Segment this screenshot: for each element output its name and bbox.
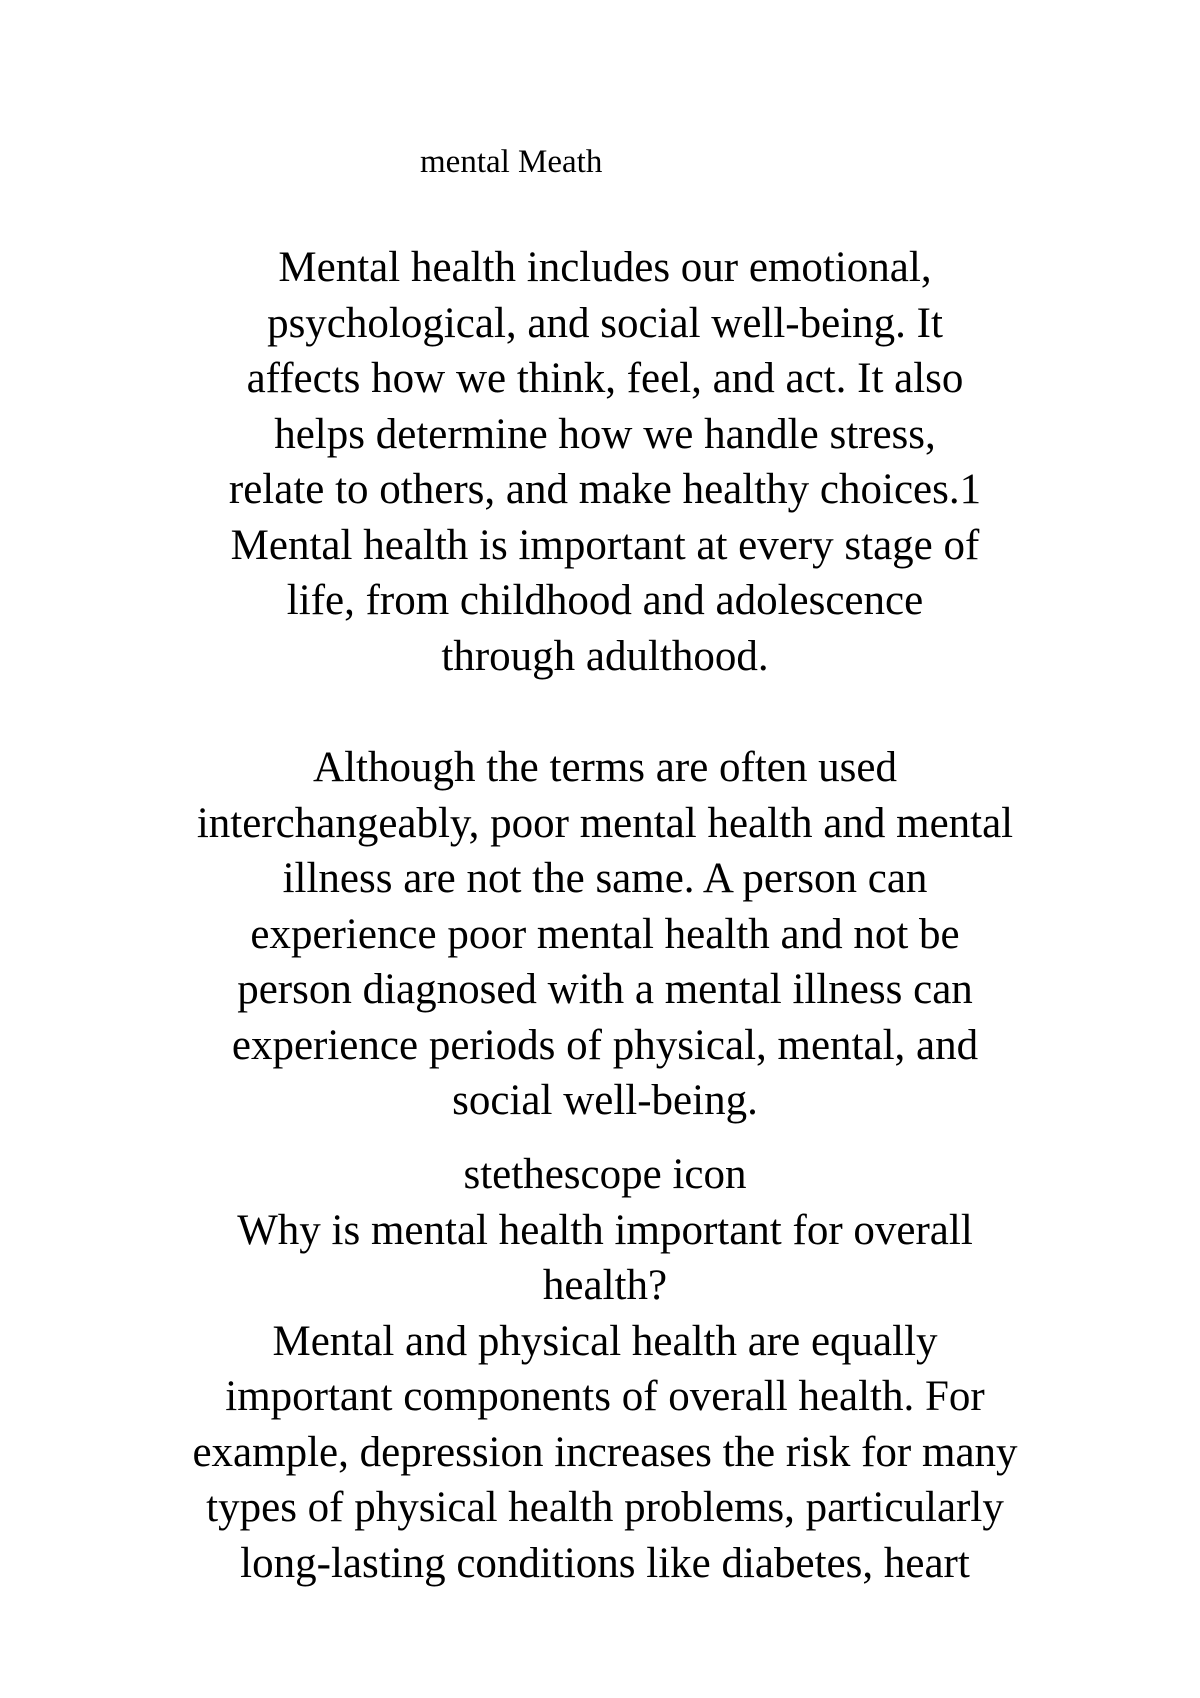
text-line: life, from childhood and adolescence (286, 577, 924, 624)
paragraph-mental-health-definition (150, 240, 1060, 684)
text-line: social well-being. (452, 1077, 758, 1124)
text-line: interchangeably, poor mental health and mental (196, 799, 1014, 847)
text-line: psychological, and social well-being. It (267, 299, 943, 347)
text-line: example, depression increases the risk for many (192, 1428, 1018, 1476)
text-line: experience poor mental health and not be (250, 910, 960, 958)
text-line: important components of overall health. For (225, 1373, 985, 1420)
text-line: types of physical health problems, particularly (206, 1484, 1004, 1531)
text-line: Mental health is important at every stage of (230, 521, 980, 569)
text-line: illness are not the same. A person can (282, 855, 928, 902)
text-line: Although the terms are often used (313, 744, 897, 791)
text-line: through adulthood. (441, 632, 769, 680)
text-line: stethescope icon (463, 1151, 747, 1198)
paragraph-overall-health (150, 1147, 1060, 1591)
paragraph-mental-illness-distinction (150, 740, 1060, 1129)
document-header: mental Meath (420, 144, 603, 180)
text-line: long-lasting conditions like diabetes, heart (240, 1539, 970, 1587)
text-line: health? (542, 1262, 668, 1309)
text-line: affects how we think, feel, and act. It also (246, 355, 964, 402)
text-line: person diagnosed with a mental illness can (237, 966, 973, 1013)
text-line: helps determine how we handle stress, (274, 410, 936, 458)
text-line: relate to others, and make healthy choices.1 (228, 466, 982, 513)
text-line: Why is mental health important for overall (237, 1206, 973, 1254)
text-line: Mental and physical health are equally (272, 1317, 938, 1365)
text-line: experience periods of physical, mental, and (231, 1021, 979, 1069)
text-line: Mental health includes our emotional, (278, 244, 932, 291)
